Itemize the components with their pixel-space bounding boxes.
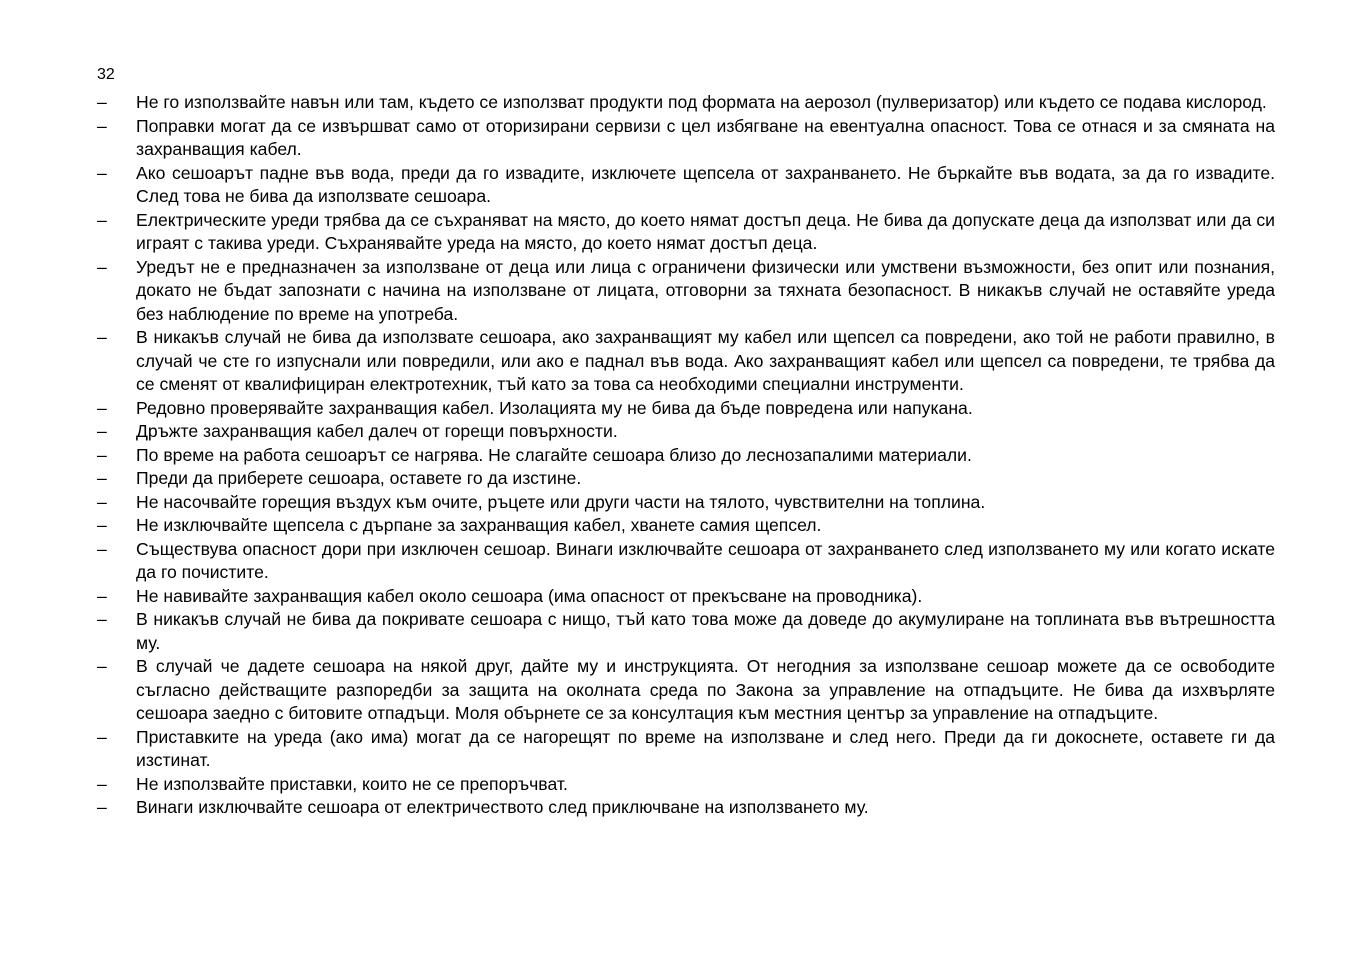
- list-item: [97, 538, 1275, 585]
- bullet-dash: –: [97, 209, 107, 230]
- list-item: [97, 467, 1275, 491]
- safety-warnings-list: [97, 91, 1275, 820]
- list-item: [97, 796, 1275, 820]
- list-item: [97, 397, 1275, 421]
- list-item-text: Преди да приберете сешоара, оставете го да изстине.: [136, 468, 582, 488]
- list-item: [97, 514, 1275, 538]
- bullet-dash: –: [97, 538, 107, 559]
- list-item: [97, 444, 1275, 468]
- list-item-text: Не използвайте приставки, които не се препоръчват.: [136, 773, 568, 794]
- list-item-text: Поправки могат да се извършват само от оторизирани сервизи с цел избягване на евентуална опасност. Това се отнася и за смяната на захранващия кабел.: [136, 115, 1275, 159]
- list-item: [97, 209, 1275, 256]
- bullet-dash: –: [97, 609, 107, 629]
- list-item: [97, 115, 1275, 162]
- bullet-dash: –: [97, 515, 107, 535]
- list-item: [97, 585, 1275, 609]
- list-item: [97, 608, 1275, 655]
- list-item: [97, 256, 1275, 327]
- list-item: [97, 655, 1275, 726]
- list-item-text: Не насочвайте горещия въздух към очите, ръцете или други части на тялото, чувствителни на топлина.: [136, 491, 986, 512]
- bullet-dash: –: [97, 585, 107, 606]
- list-item-text: Уредът не е предназначен за използване от деца или лица с ограничени физически или умствени възможности, без опит или познания, докато не бъдат запознати с начина на използване от лицата, отговорни за тяхната безопасност. В никакъв случай не оставяйте уреда без наблюдение по време на употреба.: [136, 256, 1275, 324]
- list-item-text: Не изключвайте щепсела с дърпане за захранващия кабел, хванете самия щепсел.: [136, 515, 822, 535]
- bullet-dash: –: [97, 797, 107, 817]
- list-item: [97, 726, 1275, 773]
- bullet-dash: –: [97, 397, 107, 418]
- bullet-dash: –: [97, 92, 107, 112]
- list-item-text: Дръжте захранващия кабел далеч от горещи повърхности.: [136, 421, 618, 441]
- list-item: [97, 773, 1275, 797]
- list-item: [97, 162, 1275, 209]
- list-item-text: По време на работа сешоарът се нагрява. Не слагайте сешоара близо до леснозапалими материали.: [136, 444, 972, 465]
- list-item: [97, 91, 1275, 115]
- bullet-dash: –: [97, 726, 107, 747]
- list-item: [97, 420, 1275, 444]
- bullet-dash: –: [97, 773, 107, 794]
- bullet-dash: –: [97, 468, 107, 488]
- bullet-dash: –: [97, 444, 107, 465]
- bullet-dash: –: [97, 162, 107, 183]
- list-item-text: Редовно проверявайте захранващия кабел. Изолацията му не бива да бъде повредена или напукана.: [136, 397, 973, 418]
- list-item: [97, 326, 1275, 397]
- bullet-dash: –: [97, 256, 107, 277]
- bullet-dash: –: [97, 327, 107, 347]
- list-item-text: В никакъв случай не бива да покривате сешоара с нищо, тъй като това може да доведе до акумулиране на топлината във вътрешността му.: [136, 609, 1275, 653]
- list-item-text: Приставките на уреда (ако има) могат да се нагорещят по време на използване и след него. Преди да ги докоснете, оставете ги да изстинат.: [136, 726, 1275, 770]
- bullet-dash: –: [97, 421, 107, 441]
- list-item-text: В случай че дадете сешоара на някой друг, дайте му и инструкцията. От негодния за използване сешоар можете да се освободите съгласно действащите разпоредби за защита на околната среда по Закона за управление на отпадъците. Не бива да изхвърляте сешоара заедно с битовите отпадъци. Моля обърнете се за консултация към местния център за управление на отпадъците.: [136, 656, 1275, 723]
- list-item-text: Не го използвайте навън или там, където се използват продукти под формата на аерозол (пулверизатор) или където се подава кислород.: [136, 92, 1267, 112]
- bullet-dash: –: [97, 115, 107, 136]
- list-item-text: Ако сешоарът падне във вода, преди да го извадите, изключете щепсела от захранването. Не бъркайте във водата, за да го извадите. След това не бива да използвате сешоара.: [136, 162, 1275, 206]
- list-item-text: Винаги изключвайте сешоара от електричеството след приключване на използването му.: [136, 797, 869, 817]
- list-item-text: Не навивайте захранващия кабел около сешоара (има опасност от прекъсване на проводника).: [136, 585, 923, 606]
- list-item-text: В никакъв случай не бива да използвате сешоара, ако захранващият му кабел или щепсел са повредени, ако той не работи правилно, в случай че сте го изпуснали или повредили, или ако е паднал във вода. Ако захранващият кабел или щепсел са повредени, те трябва да се сменят от квалифициран електротехник, тъй като за това са необходими специални инструменти.: [136, 327, 1275, 394]
- bullet-dash: –: [97, 656, 107, 676]
- list-item-text: Съществува опасност дори при изключен сешоар. Винаги изключвайте сешоара от захранването след използването му или когато искате да го почистите.: [136, 538, 1275, 582]
- list-item: [97, 491, 1275, 515]
- list-item-text: Електрическите уреди трябва да се съхраняват на място, до което нямат достъп деца. Не бива да допускате деца да използват или да си играят с такива уреди. Съхранявайте уреда на място, до което нямат достъп деца.: [136, 209, 1275, 253]
- page-number: 32: [97, 66, 115, 83]
- bullet-dash: –: [97, 491, 107, 512]
